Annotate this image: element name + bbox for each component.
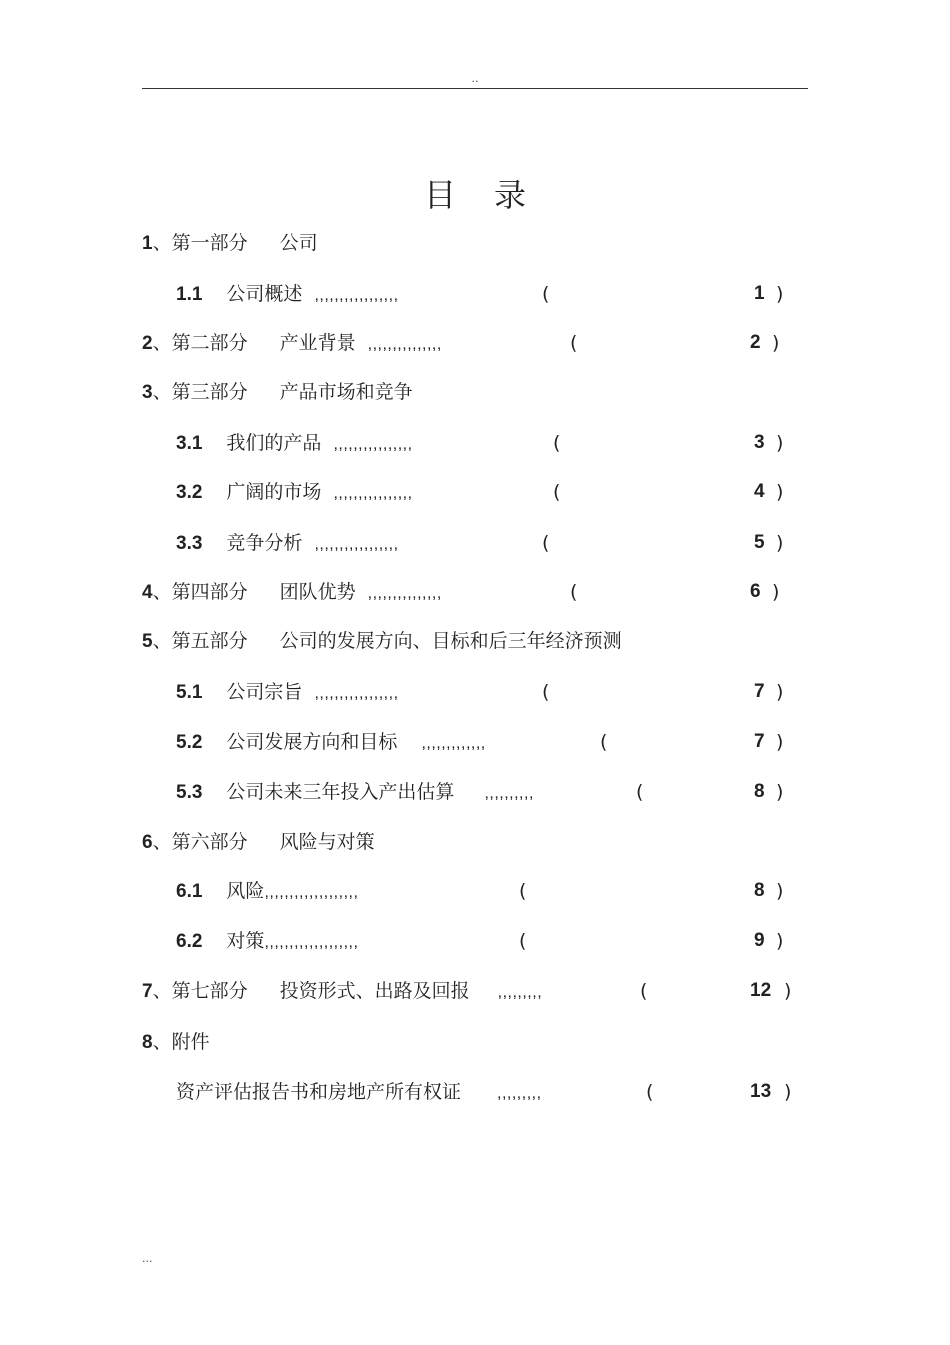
toc-entry[interactable] xyxy=(176,528,399,558)
toc-entry-title: 团队优势 xyxy=(279,581,356,603)
toc-entry-title: 风险 xyxy=(226,880,265,902)
toc-entry-number: 7 xyxy=(142,981,153,1002)
toc-entry-separator: 、 xyxy=(152,630,172,652)
toc-entry[interactable] xyxy=(176,777,534,807)
toc-entry-close-paren: ) xyxy=(776,930,784,952)
toc-entry-leader: ,,,,,,,,,,,,, xyxy=(421,735,486,752)
toc-entry-open-paren: ( xyxy=(519,880,527,902)
toc-entry-title: 公司未来三年投入产出估算 xyxy=(226,781,455,803)
footer-mark: ... xyxy=(142,1252,153,1265)
toc-entry-number: 5.1 xyxy=(176,682,203,703)
toc-entry[interactable] xyxy=(142,377,413,407)
toc-entry[interactable] xyxy=(176,677,399,707)
toc-entry-title: 公司宗旨 xyxy=(226,681,303,703)
toc-entry-close-paren: ) xyxy=(776,481,784,503)
toc-entry-leader: ,,,,,,,,,,,,,,, xyxy=(367,336,442,353)
toc-entry[interactable] xyxy=(142,228,318,258)
toc-entry-open-paren: ( xyxy=(542,681,550,703)
toc-entry-open-paren: ( xyxy=(600,731,608,753)
toc-entry-open-paren: ( xyxy=(636,781,644,803)
toc-entry-part-label: 第一部分 xyxy=(171,232,248,254)
toc-entry-page-number: 2 xyxy=(750,332,761,353)
toc-entry-number: 6.2 xyxy=(176,931,203,952)
toc-entry-close-paren: ) xyxy=(776,781,784,803)
toc-entry-leader: ,,,,,,,,, xyxy=(497,1085,542,1102)
toc-entry-number: 3.3 xyxy=(176,533,203,554)
toc-entry-close-paren: ) xyxy=(776,681,784,703)
toc-entry-page-number: 9 xyxy=(754,930,765,951)
toc-entry[interactable] xyxy=(142,827,375,857)
toc-entry-part-label: 第六部分 xyxy=(171,831,248,853)
toc-entry-title: 广阔的市场 xyxy=(226,481,322,503)
toc-entry-page-number: 12 xyxy=(750,980,772,1001)
toc-entry-page-number: 3 xyxy=(754,432,765,453)
toc-entry-separator: 、 xyxy=(152,980,172,1002)
toc-entry-part-label: 第四部分 xyxy=(171,581,248,603)
toc-entry-leader: ,,,,,,,,,,,,,,,,, xyxy=(314,685,399,702)
toc-entry-title: 竞争分析 xyxy=(226,532,303,554)
toc-entry-open-paren: ( xyxy=(570,581,578,603)
toc-entry-page-number: 8 xyxy=(754,880,765,901)
toc-entry-leader: ,,,,,,,,,,,,,,,,, xyxy=(314,536,399,553)
toc-entry-leader: ,,,,,,,,,,,,,,,,,,, xyxy=(264,934,359,951)
toc-entry-open-paren: ( xyxy=(640,980,648,1002)
toc-entry-part-label: 第五部分 xyxy=(171,630,248,652)
toc-entry-number: 6 xyxy=(142,832,153,853)
toc-entry-title: 风险与对策 xyxy=(279,831,375,853)
toc-entry-number: 3.2 xyxy=(176,482,203,503)
toc-entry-number: 5 xyxy=(142,631,153,652)
toc-entry[interactable] xyxy=(176,428,413,458)
toc-entry-number: 1.1 xyxy=(176,284,203,305)
toc-entry-page-number: 4 xyxy=(754,481,765,502)
toc-entry[interactable] xyxy=(142,328,442,358)
toc-entry-leader: ,,,,,,,,,,,,,,,,,,, xyxy=(264,884,359,901)
toc-entry-number: 2 xyxy=(142,333,153,354)
toc-entry-leader: ,,,,,,,,,,,,,,, xyxy=(367,585,442,602)
toc-entry[interactable] xyxy=(176,926,358,956)
toc-entry-separator: 、 xyxy=(152,581,172,603)
toc-entry-page-number: 7 xyxy=(754,731,765,752)
toc-entry-leader: ,,,,,,,,,,,,,,,,, xyxy=(314,287,399,304)
toc-entry-page-number: 6 xyxy=(750,581,761,602)
toc-entry[interactable] xyxy=(142,1027,210,1057)
toc-entry-part-label: 第二部分 xyxy=(171,332,248,354)
toc-entry-close-paren: ) xyxy=(776,880,784,902)
toc-entry[interactable] xyxy=(142,626,622,656)
toc-entry-open-paren: ( xyxy=(519,930,527,952)
header-mark: .. xyxy=(471,72,479,85)
toc-entry-page-number: 8 xyxy=(754,781,765,802)
toc-entry-title: 公司的发展方向、目标和后三年经济预测 xyxy=(279,630,622,652)
toc-entry-open-paren: ( xyxy=(646,1081,654,1103)
page-title: 目录 xyxy=(423,176,564,214)
toc-entry-page-number: 7 xyxy=(754,681,765,702)
toc-entry-part-label: 第七部分 xyxy=(171,980,248,1002)
toc-entry-open-paren: ( xyxy=(542,283,550,305)
toc-entry-page-number: 13 xyxy=(750,1081,772,1102)
toc-entry-open-paren: ( xyxy=(542,532,550,554)
toc-entry-page-number: 1 xyxy=(754,283,765,304)
toc-entry-leader: ,,,,,,,,,,,,,,,, xyxy=(333,436,413,453)
toc-entry-close-paren: ) xyxy=(772,581,780,603)
toc-entry-close-paren: ) xyxy=(776,283,784,305)
toc-entry-open-paren: ( xyxy=(553,432,561,454)
toc-entry-close-paren: ) xyxy=(784,980,792,1002)
toc-entry-open-paren: ( xyxy=(553,481,561,503)
toc-entry-title: 公司发展方向和目标 xyxy=(226,731,398,753)
toc-entry-part-label: 第三部分 xyxy=(171,381,248,403)
toc-entry[interactable] xyxy=(142,577,442,607)
toc-entry-title: 对策 xyxy=(226,930,265,952)
toc-entry-close-paren: ) xyxy=(784,1081,792,1103)
toc-entry-number: 5.3 xyxy=(176,782,203,803)
toc-entry-number: 4 xyxy=(142,582,153,603)
toc-entry-close-paren: ) xyxy=(776,532,784,554)
toc-entry-separator: 、 xyxy=(152,332,172,354)
toc-entry-page-number: 5 xyxy=(754,532,765,553)
toc-entry-title: 产业背景 xyxy=(279,332,356,354)
toc-entry-close-paren: ) xyxy=(776,432,784,454)
toc-entry-separator: 、 xyxy=(152,831,172,853)
toc-entry-title: 资产评估报告书和房地产所有权证 xyxy=(176,1081,462,1103)
toc-entry[interactable] xyxy=(176,1077,542,1107)
toc-entry-open-paren: ( xyxy=(570,332,578,354)
toc-entry[interactable] xyxy=(176,727,486,757)
toc-entry-title: 我们的产品 xyxy=(226,432,322,454)
toc-entry-separator: 、 xyxy=(152,381,172,403)
toc-entry[interactable] xyxy=(176,477,413,507)
toc-entry-title: 投资形式、出路及回报 xyxy=(279,980,470,1002)
toc-entry-number: 8 xyxy=(142,1032,153,1053)
header-rule xyxy=(142,88,808,89)
toc-entry-separator: 、 xyxy=(152,232,172,254)
toc-entry-separator: 、 xyxy=(152,1031,172,1053)
toc-entry-part-label: 附件 xyxy=(171,1031,210,1053)
toc-entry[interactable] xyxy=(142,976,542,1006)
toc-entry[interactable] xyxy=(176,876,358,906)
toc-entry-number: 1 xyxy=(142,233,153,254)
toc-entry-leader: ,,,,,,,,,, xyxy=(484,785,534,802)
toc-entry-title: 产品市场和竞争 xyxy=(279,381,413,403)
toc-entry-number: 5.2 xyxy=(176,732,203,753)
toc-entry-number: 3.1 xyxy=(176,433,203,454)
toc-entry-title: 公司 xyxy=(279,232,318,254)
toc-entry[interactable] xyxy=(176,279,399,309)
toc-entry-title: 公司概述 xyxy=(226,283,303,305)
toc-entry-leader: ,,,,,,,,, xyxy=(497,984,543,1001)
toc-entry-close-paren: ) xyxy=(776,731,784,753)
toc-entry-number: 6.1 xyxy=(176,881,203,902)
toc-entry-leader: ,,,,,,,,,,,,,,,, xyxy=(333,485,413,502)
toc-entry-close-paren: ) xyxy=(772,332,780,354)
toc-entry-number: 3 xyxy=(142,382,153,403)
